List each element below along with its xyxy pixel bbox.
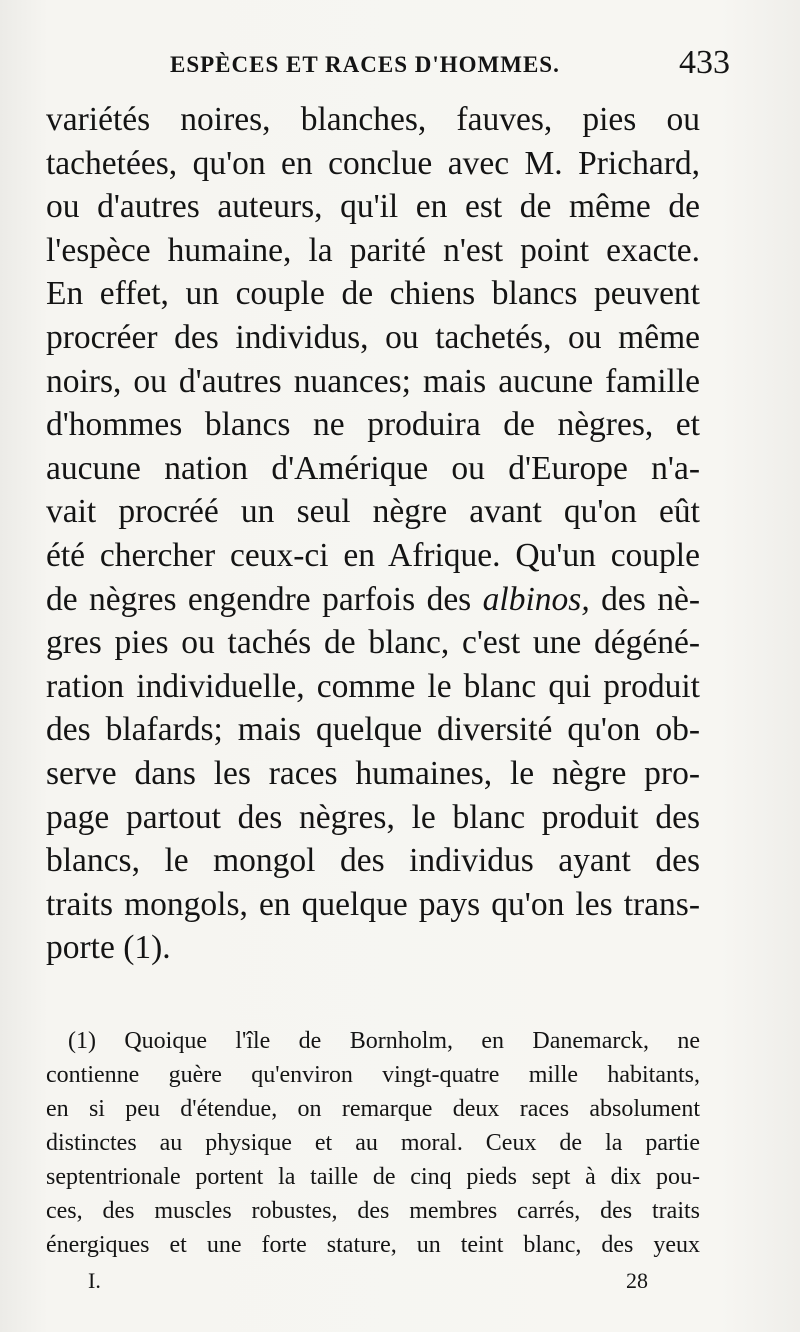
italic-term: albinos, <box>482 580 590 618</box>
body-line: gres pies ou tachés de blanc, c'est une dégéné- <box>46 624 700 662</box>
body-line: blancs, le mongol des individus ayant des <box>46 842 700 880</box>
body-line: vait procréé un seul nègre avant qu'on eût <box>46 493 700 531</box>
body-line: En effet, un couple de chiens blancs peuvent <box>46 275 700 313</box>
body-line-start: de nègres engendre parfois des <box>46 580 472 618</box>
body-line-with-italic <box>46 578 700 622</box>
gathering-mark: 28 <box>626 1268 648 1293</box>
body-line: l'espèce humaine, la parité n'est point exacte. <box>46 231 700 269</box>
body-line: des blafards; mais quelque diversité qu'on ob- <box>46 711 700 749</box>
page-header <box>170 44 730 84</box>
body-line-last: porte (1). <box>46 929 171 967</box>
footnote-line: (1) Quoique l'île de Bornholm, en Danemarck, ne <box>68 1028 700 1054</box>
footnote-line: distinctes au physique et au moral. Ceux de la partie <box>46 1130 700 1156</box>
volume-mark: I. <box>88 1268 101 1293</box>
body-line: été chercher ceux-ci en Afrique. Qu'un couple <box>46 536 700 574</box>
body-line: procréer des individus, ou tachetés, ou même <box>46 318 700 356</box>
footnote-line: ces, des muscles robustes, des membres carrés, des traits <box>46 1198 700 1224</box>
body-line: aucune nation d'Amérique ou d'Europe n'a- <box>46 449 700 487</box>
running-head: ESPÈCES ET RACES D'HOMMES. <box>170 52 560 77</box>
body-line: d'hommes blancs ne produira de nègres, et <box>46 406 700 444</box>
footnote-line: énergiques et une forte stature, un teint blanc, des yeux <box>46 1232 700 1258</box>
footnote-line: septentrionale portent la taille de cinq pieds sept à dix pou- <box>46 1164 700 1190</box>
body-line: noirs, ou d'autres nuances; mais aucune famille <box>46 362 700 400</box>
signature-line <box>88 1268 648 1298</box>
body-line: tachetées, qu'on en conclue avec M. Prichard, <box>46 144 700 182</box>
body-line-end: des nè- <box>601 580 700 618</box>
body-line: traits mongols, en quelque pays qu'on les trans- <box>46 885 700 923</box>
body-text <box>46 98 700 970</box>
body-line: variétés noires, blanches, fauves, pies ou <box>46 101 700 138</box>
footnote-line: contienne guère qu'environ vingt-quatre mille habitants, <box>46 1062 700 1088</box>
footnote-line: en si peu d'étendue, on remarque deux races absolument <box>46 1096 700 1122</box>
body-line: ration individuelle, comme le blanc qui produit <box>46 667 700 705</box>
body-line: serve dans les races humaines, le nègre pro- <box>46 754 700 792</box>
body-line: ou d'autres auteurs, qu'il en est de même de <box>46 188 700 226</box>
page-number: 433 <box>679 44 730 81</box>
body-line: page partout des nègres, le blanc produit des <box>46 798 700 836</box>
footnote <box>46 1024 700 1262</box>
